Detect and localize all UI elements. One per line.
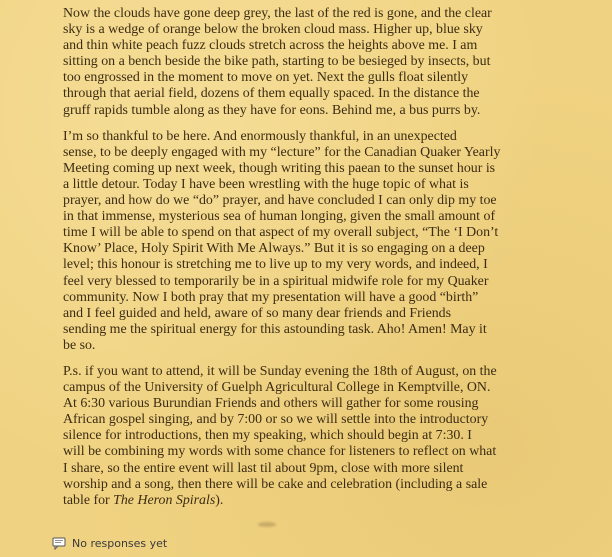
postscript-text: P.s. if you want to attend, it will be Sunday evening the 18th of August, on the campus of the University of Guelph Agricultural College in Kemptville, ON. At 6:30 various Burundian Friends and others will gather for some rousing African gospel singing, and by 7:00 or so we will settle into the introductory silence for introductions, then my speaking, which should begin at 7:30. I will be combining my words with some chance for listeners to reflect on what I share, so the entire event will last til about 9pm, close with more silent worship and a song, then there will be cake and celebration (including a sale table for <box>63 363 497 508</box>
post-meta <box>52 536 167 550</box>
comments-link[interactable]: No responses yet <box>72 536 168 550</box>
post-paragraph-1: Now the clouds have gone deep grey, the last of the red is gone, and the clear sky is a wedge of orange below the broken cloud mass. Higher up, blue sky and thin white peach fuzz clouds stretch across the heights above me. I am sitting on a bench beside the bike path, starting to be besieged by insects, but too engrossed in the moment to move on yet. Next the gulls float silently through that aerial field, dozens of them equally spaced. In the distance the gruff rapids tumble along as they have for eons. Behind me, a bus purrs by. <box>63 6 492 118</box>
book-title: The Heron Spirals <box>113 492 216 508</box>
comment-icon[interactable] <box>52 536 66 550</box>
post-postscript <box>63 364 549 509</box>
paper-smudge <box>258 522 276 527</box>
postscript-end: ). <box>215 492 224 508</box>
post-body <box>63 6 549 519</box>
post-paragraph-2: I’m so thankful to be here. And enormously thankful, in an unexpected sense, to be deeply engaged with my “lecture” for the Canadian Quaker Yearly Meeting coming up next week, though writing this paean to the sunset hour is a little detour. Today I have been wrestling with the huge topic of what is prayer, and how do we “do” prayer, and have concluded I can only dip my toe in that immense, mysterious sea of human longing, given the small amount of time I will be able to spend on that aspect of my overall subject, “The ‘I Don’t Know’ Place, Holy Spirit With Me Always.” But it is so engaging on a deep level; this honour is stretching me to live up to my very words, and indeed, I feel very blessed to temporarily be in a spiritual midwife role for my Quaker community. Now I both pray that my presentation will have a good “birth” and I feel guided and held, aware of so many dear friends and Friends sending me the spiritual energy for this astounding task. Aho! Amen! May it be so. <box>63 128 501 353</box>
